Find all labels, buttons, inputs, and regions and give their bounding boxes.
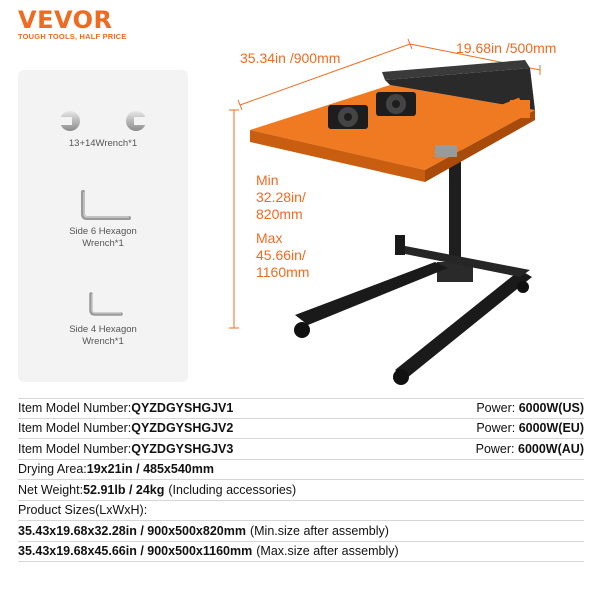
min-height-label: Min xyxy=(256,172,279,188)
power-field xyxy=(476,421,584,435)
spec-table xyxy=(18,398,584,562)
power-value: 6000W(US) xyxy=(518,401,584,416)
accessory-hex-4-line1: Side 4 Hexagon xyxy=(69,324,137,335)
min-height-dimension xyxy=(256,172,306,223)
accessory-hex-6 xyxy=(18,188,188,250)
hex-key-small-icon xyxy=(63,290,143,320)
dryer-heating-panel xyxy=(250,60,535,182)
size-max-value: 35.43x19.68x45.66in / 900x500x1160mm xyxy=(18,544,253,559)
accessory-wrench xyxy=(18,108,188,150)
brand-logo xyxy=(18,6,138,41)
model-value: QYZDGYSHGJV1 xyxy=(131,401,234,416)
product-sizes-label: Product Sizes(LxWxH): xyxy=(18,503,148,518)
accessory-hex-6-line1: Side 6 Hexagon xyxy=(69,226,137,237)
spec-row-model-3 xyxy=(18,439,584,460)
model-label: Item Model Number: xyxy=(18,401,132,416)
power-field xyxy=(476,442,584,456)
spec-row-drying-area xyxy=(18,460,584,481)
spec-row-net-weight xyxy=(18,480,584,501)
max-height-dimension xyxy=(256,230,309,281)
wrench-icon xyxy=(58,108,148,134)
power-value: 6000W(EU) xyxy=(518,421,584,436)
model-label: Item Model Number: xyxy=(18,421,132,436)
drying-area-label: Drying Area: xyxy=(18,462,87,477)
net-weight-value: 52.91lb / 24kg xyxy=(83,482,165,497)
size-min-value: 35.43x19.68x32.28in / 900x500x820mm xyxy=(18,523,246,538)
spec-row-product-sizes xyxy=(18,501,584,522)
max-height-inch: 45.66in/ xyxy=(256,247,306,263)
spec-row-model-2 xyxy=(18,419,584,440)
power-field xyxy=(476,401,584,415)
dryer-stand xyxy=(294,150,532,385)
min-height-inch: 32.28in/ xyxy=(256,189,306,205)
accessory-hex-4-line2: Wrench*1 xyxy=(82,336,124,347)
power-label: Power: xyxy=(476,401,516,416)
spec-row-model-1 xyxy=(18,398,584,419)
brand-tagline: TOUGH TOOLS, HALF PRICE xyxy=(18,32,127,41)
model-label: Item Model Number: xyxy=(18,441,132,456)
max-height-mm: 1160mm xyxy=(256,264,310,280)
size-max-note: (Max.size after assembly) xyxy=(256,544,399,559)
model-value: QYZDGYSHGJV3 xyxy=(131,441,234,456)
size-min-note: (Min.size after assembly) xyxy=(249,523,389,538)
width-dimension: 19.68in /500mm xyxy=(456,40,557,56)
model-value: QYZDGYSHGJV2 xyxy=(131,421,234,436)
accessories-panel xyxy=(18,70,188,382)
accessory-wrench-label: 13+14Wrench*1 xyxy=(68,138,138,149)
drying-area-value: 19x21in / 485x540mm xyxy=(86,462,214,477)
max-height-label: Max xyxy=(256,230,283,246)
power-value: 6000W(AU) xyxy=(518,441,584,456)
brand-name: VEVOR xyxy=(18,6,113,34)
accessory-hex-6-line2: Wrench*1 xyxy=(82,238,124,249)
power-label: Power: xyxy=(476,421,516,436)
length-dimension: 35.34in /900mm xyxy=(240,50,341,66)
net-weight-label: Net Weight: xyxy=(18,482,84,497)
spec-row-size-min xyxy=(18,521,584,542)
hex-key-icon xyxy=(63,188,143,222)
accessory-hex-4 xyxy=(18,290,188,348)
min-height-mm: 820mm xyxy=(256,206,303,222)
spec-row-size-max xyxy=(18,542,584,563)
power-label: Power: xyxy=(475,441,515,456)
net-weight-note: (Including accessories) xyxy=(168,482,297,497)
